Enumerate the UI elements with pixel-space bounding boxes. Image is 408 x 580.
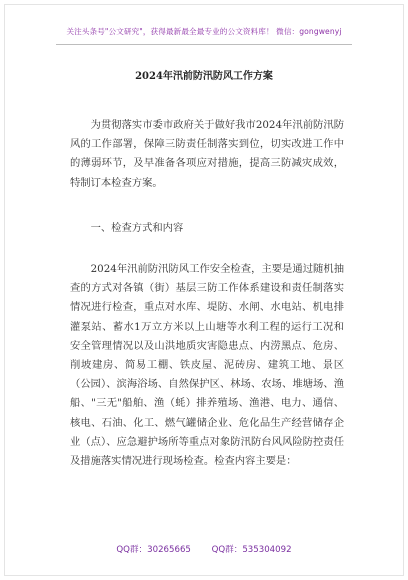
intro-paragraph: 为贯彻落实市委市政府关于做好我市2024年汛前防汛防风的工作部署，保障三防责任制落实到位，切实改进工作中的薄弱环节，及早准备各项应对措施，提高三防减灾成效，特制订本检查方案。 bbox=[70, 119, 344, 189]
footer-qq-group-2: QQ群：535304092 bbox=[211, 545, 292, 555]
header-divider bbox=[56, 44, 352, 45]
footer-qq-group-1: QQ群：30265665 bbox=[116, 545, 191, 555]
header-notice: 关注头条号"公文研究"，获得最新最全最专业的公文资料库！ 微信：gongwenyj bbox=[66, 27, 342, 36]
footer-contacts bbox=[0, 543, 408, 555]
section-paragraph: 2024年汛前防汛防风工作安全检查，主要是通过随机抽查的方式对各镇（街）基层三防工作体系建设和责任制落实情况进行检查，重点对水库、堤防、水闸、水电站、机电排灌泵站、蓄水1万立方米以上山塘等水利工程的运行工况和安全管理情况以及山洪地质灾害隐患点、内涝黑点、危房、削坡建房、简易工棚、铁皮屋、泥砖房、建筑工地、景区（公园）、滨海浴场、自然保护区、林场、农场、堆塘场、渔船、"三无"船舶、渔（蚝）排养殖场、渔港、电力、通信、核电、石油、化工、燃气罐储企业、危化品生产经营储存企业（点）、应急避护场所等重点对象防汛防台风风险防控责任及措施落实情况进行现场检查。检查内容主要是： bbox=[70, 263, 344, 468]
section-heading: 一、检查方式和内容 bbox=[90, 222, 184, 234]
document-title: 2024年汛前防汛防风工作方案 bbox=[135, 71, 273, 82]
